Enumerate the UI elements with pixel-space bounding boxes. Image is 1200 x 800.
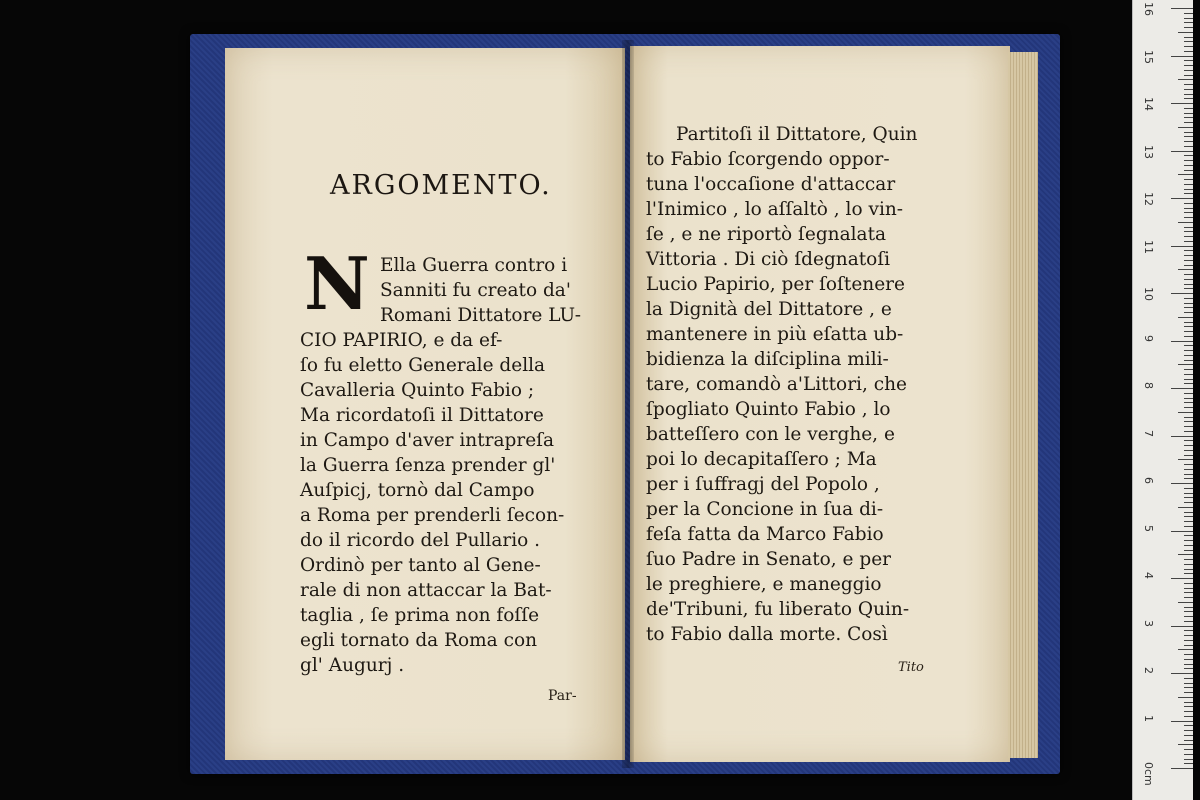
ruler-tick bbox=[1184, 208, 1193, 209]
text-line: Ordinò per tanto al Gene- bbox=[300, 555, 541, 576]
ruler-tick bbox=[1184, 683, 1193, 684]
ruler-tick bbox=[1184, 18, 1193, 19]
ruler-tick bbox=[1184, 716, 1193, 717]
text-line: Ella Guerra contro i bbox=[380, 255, 568, 276]
ruler-tick bbox=[1184, 678, 1193, 679]
ruler-tick bbox=[1184, 474, 1193, 475]
ruler-tick bbox=[1184, 564, 1193, 565]
ruler-tick bbox=[1184, 37, 1193, 38]
ruler-tick bbox=[1184, 236, 1193, 237]
ruler-tick bbox=[1184, 516, 1193, 517]
page-edges bbox=[1008, 52, 1038, 758]
ruler-tick bbox=[1171, 103, 1193, 104]
ruler-tick bbox=[1184, 326, 1193, 327]
ruler-tick bbox=[1184, 132, 1193, 133]
ruler-tick bbox=[1184, 70, 1193, 71]
ruler-tick bbox=[1184, 355, 1193, 356]
ruler-tick bbox=[1171, 56, 1193, 57]
ruler-tick bbox=[1184, 583, 1193, 584]
ruler-tick bbox=[1184, 659, 1193, 660]
ruler-tick bbox=[1184, 141, 1193, 142]
ruler-tick bbox=[1184, 440, 1193, 441]
ruler-tick bbox=[1184, 165, 1193, 166]
ruler-tick bbox=[1184, 155, 1193, 156]
ruler-tick bbox=[1184, 98, 1193, 99]
ruler-tick bbox=[1184, 22, 1193, 23]
ruler-tick bbox=[1178, 174, 1193, 175]
ruler-tick bbox=[1184, 288, 1193, 289]
ruler-tick bbox=[1184, 260, 1193, 261]
ruler-tick bbox=[1178, 317, 1193, 318]
ruler-tick bbox=[1184, 179, 1193, 180]
right-text-column bbox=[646, 122, 917, 647]
ruler-tick bbox=[1184, 417, 1193, 418]
book-gutter bbox=[622, 40, 634, 768]
ruler-tick bbox=[1178, 649, 1193, 650]
ruler-tick bbox=[1184, 84, 1193, 85]
ruler-tick bbox=[1184, 331, 1193, 332]
text-line: le preghiere, e maneggio bbox=[646, 574, 882, 595]
ruler-tick bbox=[1184, 749, 1193, 750]
ruler-tick bbox=[1184, 41, 1193, 42]
ruler-tick bbox=[1178, 459, 1193, 460]
ruler-tick bbox=[1184, 279, 1193, 280]
text-line: la Dignità del Dittatore , e bbox=[646, 299, 892, 320]
ruler-tick bbox=[1184, 274, 1193, 275]
ruler-tick bbox=[1184, 227, 1193, 228]
ruler-tick bbox=[1184, 255, 1193, 256]
text-line: tuna l'occaſione d'attaccar bbox=[646, 174, 896, 195]
ruler-number: 16 bbox=[1142, 2, 1155, 16]
ruler-tick bbox=[1171, 151, 1193, 152]
ruler-tick bbox=[1184, 421, 1193, 422]
ruler-tick bbox=[1178, 554, 1193, 555]
ruler-number: 9 bbox=[1142, 334, 1155, 342]
ruler-tick bbox=[1184, 569, 1193, 570]
ruler-tick bbox=[1184, 611, 1193, 612]
ruler-tick bbox=[1184, 231, 1193, 232]
text-line: egli tornato da Roma con bbox=[300, 630, 538, 651]
text-line: ſuo Padre in Senato, e per bbox=[646, 549, 892, 570]
text-line: do il ricordo del Pullario . bbox=[300, 530, 541, 551]
ruler-tick bbox=[1184, 488, 1193, 489]
ruler-tick bbox=[1184, 108, 1193, 109]
ruler-tick bbox=[1178, 602, 1193, 603]
ruler-tick bbox=[1184, 217, 1193, 218]
ruler-tick bbox=[1171, 341, 1193, 342]
ruler-tick bbox=[1184, 711, 1193, 712]
ruler-tick bbox=[1171, 198, 1193, 199]
ruler-tick bbox=[1184, 193, 1193, 194]
text-line: Vittoria . Di ciò ſdegnatoſi bbox=[646, 249, 891, 270]
ruler-tick bbox=[1184, 450, 1193, 451]
text-line: Cavalleria Quinto Fabio ; bbox=[300, 380, 535, 401]
ruler-tick bbox=[1171, 626, 1193, 627]
ruler-tick bbox=[1171, 768, 1193, 769]
ruler-tick bbox=[1184, 645, 1193, 646]
ruler-tick bbox=[1184, 383, 1193, 384]
ruler-tick bbox=[1184, 426, 1193, 427]
ruler-tick bbox=[1184, 592, 1193, 593]
ruler-tick bbox=[1184, 265, 1193, 266]
ruler-tick bbox=[1184, 754, 1193, 755]
ruler-tick bbox=[1184, 345, 1193, 346]
text-line: per i ſuffragj del Popolo , bbox=[646, 474, 880, 495]
ruler-tick bbox=[1171, 8, 1193, 9]
ruler-tick bbox=[1178, 412, 1193, 413]
ruler-tick bbox=[1184, 702, 1193, 703]
text-line: Auſpicj, tornò dal Campo bbox=[300, 480, 535, 501]
ruler-tick bbox=[1184, 521, 1193, 522]
ruler-tick bbox=[1184, 512, 1193, 513]
ruler-tick bbox=[1184, 189, 1193, 190]
text-line: Partitoſi il Dittatore, Quin bbox=[676, 124, 918, 145]
ruler-tick bbox=[1184, 160, 1193, 161]
measuring-ruler bbox=[1132, 0, 1193, 800]
ruler-tick bbox=[1184, 588, 1193, 589]
ruler-number: 15 bbox=[1142, 49, 1155, 64]
text-line: de'Tribuni, fu liberato Quin- bbox=[646, 599, 910, 620]
ruler-tick bbox=[1184, 241, 1193, 242]
ruler-tick bbox=[1171, 246, 1193, 247]
left-text-column bbox=[300, 253, 581, 678]
ruler-tick bbox=[1184, 464, 1193, 465]
ruler-tick bbox=[1184, 407, 1193, 408]
ruler-tick bbox=[1184, 113, 1193, 114]
ruler-tick bbox=[1178, 507, 1193, 508]
ruler-tick bbox=[1184, 469, 1193, 470]
ruler-tick bbox=[1171, 578, 1193, 579]
text-line: rale di non attaccar la Bat- bbox=[300, 580, 552, 601]
ruler-tick bbox=[1184, 312, 1193, 313]
ruler-tick bbox=[1184, 75, 1193, 76]
text-line: a Roma per prenderli ſecon- bbox=[300, 505, 565, 526]
ruler-number: 6 bbox=[1142, 477, 1155, 484]
ruler-tick bbox=[1184, 431, 1193, 432]
ruler-tick bbox=[1184, 184, 1193, 185]
ruler-tick bbox=[1178, 744, 1193, 745]
ruler-tick bbox=[1184, 654, 1193, 655]
ruler-tick bbox=[1184, 730, 1193, 731]
text-line: to Fabio dalla morte. Così bbox=[646, 624, 888, 645]
ruler-tick bbox=[1184, 336, 1193, 337]
ruler-tick bbox=[1184, 540, 1193, 541]
ruler-tick bbox=[1184, 250, 1193, 251]
ruler-tick bbox=[1184, 284, 1193, 285]
ruler-number: 10 bbox=[1142, 287, 1155, 301]
ruler-tick bbox=[1178, 127, 1193, 128]
ruler-tick bbox=[1184, 759, 1193, 760]
ruler-tick bbox=[1184, 497, 1193, 498]
ruler-number: 4 bbox=[1142, 572, 1155, 579]
text-line: ſpogliato Quinto Fabio , lo bbox=[646, 399, 891, 420]
ruler-tick bbox=[1184, 117, 1193, 118]
ruler-tick bbox=[1184, 692, 1193, 693]
ruler-tick bbox=[1184, 94, 1193, 95]
page-heading: ARGOMENTO. bbox=[330, 170, 552, 201]
ruler-number: 11 bbox=[1142, 239, 1155, 254]
ruler-tick bbox=[1184, 307, 1193, 308]
ruler-tick bbox=[1184, 60, 1193, 61]
ruler-tick bbox=[1184, 374, 1193, 375]
ruler-number: 13 bbox=[1142, 144, 1155, 159]
ruler-tick bbox=[1184, 203, 1193, 204]
ruler-tick bbox=[1171, 721, 1193, 722]
text-line: feſa fatta da Marco Fabio bbox=[646, 524, 884, 545]
ruler-tick bbox=[1184, 573, 1193, 574]
ruler-tick bbox=[1184, 664, 1193, 665]
ruler-tick bbox=[1184, 740, 1193, 741]
text-line: Sanniti fu creato da' bbox=[380, 280, 571, 301]
ruler-tick bbox=[1184, 725, 1193, 726]
ruler-number: 0cm bbox=[1142, 762, 1155, 786]
ruler-tick bbox=[1184, 478, 1193, 479]
ruler-number: 2 bbox=[1142, 667, 1155, 674]
text-line: batteſſero con le verghe, e bbox=[646, 424, 895, 445]
ruler-tick bbox=[1184, 393, 1193, 394]
ruler-tick bbox=[1171, 483, 1193, 484]
ruler-tick bbox=[1184, 398, 1193, 399]
ruler-number: 5 bbox=[1142, 524, 1155, 532]
ruler-tick bbox=[1184, 630, 1193, 631]
text-line: Romani Dittatore LU- bbox=[380, 305, 582, 326]
drop-cap: N bbox=[304, 241, 370, 326]
ruler-tick bbox=[1184, 526, 1193, 527]
text-line: taglia , ſe prima non foſſe bbox=[300, 605, 540, 626]
ruler-tick bbox=[1178, 269, 1193, 270]
ruler-tick bbox=[1184, 369, 1193, 370]
text-line: CIO PAPIRIO, e da ef- bbox=[300, 330, 503, 351]
ruler-tick bbox=[1184, 13, 1193, 14]
ruler-tick bbox=[1184, 46, 1193, 47]
text-line: ſe , e ne riportò ſegnalata bbox=[646, 224, 887, 245]
ruler-tick bbox=[1184, 621, 1193, 622]
ruler-tick bbox=[1184, 146, 1193, 147]
text-line: poi lo decapitaſſero ; Ma bbox=[646, 449, 877, 470]
ruler-tick bbox=[1184, 545, 1193, 546]
ruler-tick bbox=[1184, 360, 1193, 361]
ruler-tick bbox=[1184, 212, 1193, 213]
ruler-tick bbox=[1184, 122, 1193, 123]
ruler-tick bbox=[1184, 89, 1193, 90]
ruler-number: 12 bbox=[1142, 192, 1155, 206]
ruler-tick bbox=[1178, 697, 1193, 698]
ruler-tick bbox=[1184, 51, 1193, 52]
ruler-tick bbox=[1184, 455, 1193, 456]
ruler-tick bbox=[1184, 298, 1193, 299]
ruler-tick bbox=[1184, 502, 1193, 503]
ruler-tick bbox=[1178, 79, 1193, 80]
text-line: ſo fu eletto Generale della bbox=[300, 355, 546, 376]
ruler-tick bbox=[1184, 635, 1193, 636]
ruler-tick bbox=[1184, 350, 1193, 351]
text-line: l'Inimico , lo aſſaltò , lo vin- bbox=[646, 199, 904, 220]
ruler-tick bbox=[1184, 493, 1193, 494]
ruler-tick bbox=[1184, 445, 1193, 446]
ruler-tick bbox=[1184, 27, 1193, 28]
ruler-tick bbox=[1184, 668, 1193, 669]
ruler-tick bbox=[1184, 687, 1193, 688]
ruler-tick bbox=[1184, 65, 1193, 66]
ruler-tick bbox=[1178, 222, 1193, 223]
catchword-left: Par- bbox=[548, 688, 577, 704]
ruler-tick bbox=[1184, 640, 1193, 641]
ruler-tick bbox=[1184, 535, 1193, 536]
text-line: to Fabio ſcorgendo oppor- bbox=[646, 149, 890, 170]
ruler-tick bbox=[1184, 559, 1193, 560]
ruler-number: 3 bbox=[1142, 619, 1155, 627]
text-line: Ma ricordatoſi il Dittatore bbox=[300, 405, 544, 426]
ruler-tick bbox=[1178, 364, 1193, 365]
ruler-tick bbox=[1184, 303, 1193, 304]
ruler-tick bbox=[1184, 616, 1193, 617]
ruler-number: 8 bbox=[1142, 382, 1155, 389]
text-line: gl' Augurj . bbox=[300, 655, 405, 676]
ruler-tick bbox=[1171, 531, 1193, 532]
ruler-tick bbox=[1184, 136, 1193, 137]
ruler-tick bbox=[1178, 32, 1193, 33]
ruler-tick bbox=[1171, 436, 1193, 437]
ruler-tick bbox=[1184, 322, 1193, 323]
ruler-tick bbox=[1184, 735, 1193, 736]
ruler-tick bbox=[1184, 607, 1193, 608]
ruler-number: 7 bbox=[1142, 429, 1155, 437]
catchword-right: Tito bbox=[898, 660, 924, 675]
ruler-tick bbox=[1184, 402, 1193, 403]
ruler-number: 1 bbox=[1142, 714, 1155, 722]
text-line: mantenere in più eſatta ub- bbox=[646, 324, 904, 345]
text-line: la Guerra ſenza prender gl' bbox=[300, 455, 556, 476]
ruler-number: 14 bbox=[1142, 97, 1155, 111]
ruler-tick bbox=[1184, 597, 1193, 598]
ruler-tick bbox=[1184, 706, 1193, 707]
ruler-tick bbox=[1171, 293, 1193, 294]
text-line: in Campo d'aver intrapreſa bbox=[300, 430, 555, 451]
ruler-tick bbox=[1184, 763, 1193, 764]
text-line: Lucio Papirio, per ſoſtenere bbox=[646, 274, 905, 295]
ruler-tick bbox=[1171, 673, 1193, 674]
text-line: per la Concione in ſua di- bbox=[646, 499, 884, 520]
ruler-tick bbox=[1184, 170, 1193, 171]
text-line: tare, comandò a'Littori, che bbox=[646, 374, 907, 395]
ruler-tick bbox=[1184, 379, 1193, 380]
text-line: bidienza la diſciplina mili- bbox=[646, 349, 889, 370]
ruler-tick bbox=[1171, 388, 1193, 389]
ruler-tick bbox=[1184, 550, 1193, 551]
